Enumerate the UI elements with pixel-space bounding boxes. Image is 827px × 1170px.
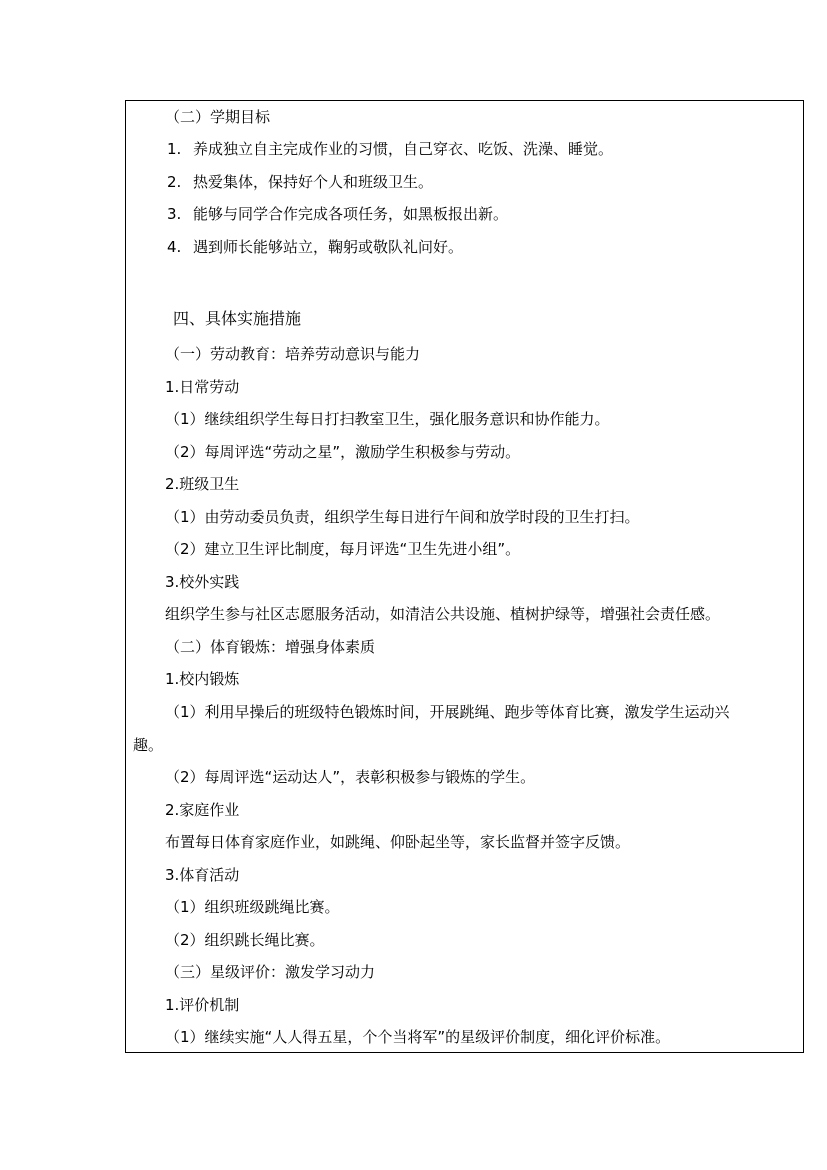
goal-text: 养成独立自主完成作业的习惯，自己穿衣、吃饭、洗澡、睡觉。 [193, 140, 614, 158]
goal-text: 热爱集体，保持好个人和班级卫生。 [193, 173, 434, 191]
goal-text: 遇到师长能够站立，鞠躬或敬队礼问好。 [193, 238, 464, 256]
paragraph: 组织学生参与社区志愿服务活动，如清洁公共设施、植树护绿等，增强社会责任感。 [165, 605, 721, 623]
item-heading: 1.日常劳动 [165, 378, 240, 396]
subsection-heading: （一）劳动教育：培养劳动意识与能力 [165, 345, 421, 363]
goal-item-1 [167, 139, 613, 159]
list-number: 3. [167, 205, 182, 223]
paragraph: 布置每日体育家庭作业，如跳绳、仰卧起坐等，家长监督并签字反馈。 [165, 833, 631, 851]
paragraph: （1）组织班级跳绳比赛。 [165, 898, 340, 916]
goal-item-3 [167, 204, 508, 224]
item-heading: 2.班级卫生 [165, 475, 240, 493]
paragraph: （1）继续实施“人人得五星，个个当将军”的星级评价制度，细化评价标准。 [165, 1028, 671, 1046]
item-heading: 3.校外实践 [165, 573, 240, 591]
list-number: 1. [167, 140, 182, 158]
item-heading: 1.校内锻炼 [165, 670, 240, 688]
goal-item-2 [167, 172, 433, 192]
paragraph-continuation: 趣。 [133, 736, 164, 754]
paragraph: （1）继续组织学生每日打扫教室卫生，强化服务意识和协作能力。 [165, 410, 610, 428]
paragraph: （2）组织跳长绳比赛。 [165, 931, 325, 949]
paragraph: （1）利用早操后的班级特色锻炼时间，开展跳绳、跑步等体育比赛，激发学生运动兴 [165, 703, 730, 721]
item-heading: 1.评价机制 [165, 996, 240, 1014]
semester-goals-heading: （二）学期目标 [165, 108, 271, 126]
list-number: 4. [167, 238, 182, 256]
section-heading: 四、具体实施措施 [173, 309, 302, 328]
paragraph: （2）每周评选“劳动之星”，激励学生积极参与劳动。 [165, 443, 521, 461]
goal-item-4 [167, 237, 463, 257]
paragraph: （2）建立卫生评比制度，每月评选“卫生先进小组”。 [165, 540, 521, 558]
item-heading: 2.家庭作业 [165, 801, 240, 819]
paragraph: （1）由劳动委员负责，组织学生每日进行午间和放学时段的卫生打扫。 [165, 508, 640, 526]
subsection-heading: （三）星级评价：激发学习动力 [165, 963, 376, 981]
item-heading: 3.体育活动 [165, 866, 240, 884]
goal-text: 能够与同学合作完成各项任务，如黑板报出新。 [193, 205, 509, 223]
subsection-heading: （二）体育锻炼：增强身体素质 [165, 638, 376, 656]
list-number: 2. [167, 173, 182, 191]
paragraph: （2）每周评选“运动达人”，表彰积极参与锻炼的学生。 [165, 768, 536, 786]
